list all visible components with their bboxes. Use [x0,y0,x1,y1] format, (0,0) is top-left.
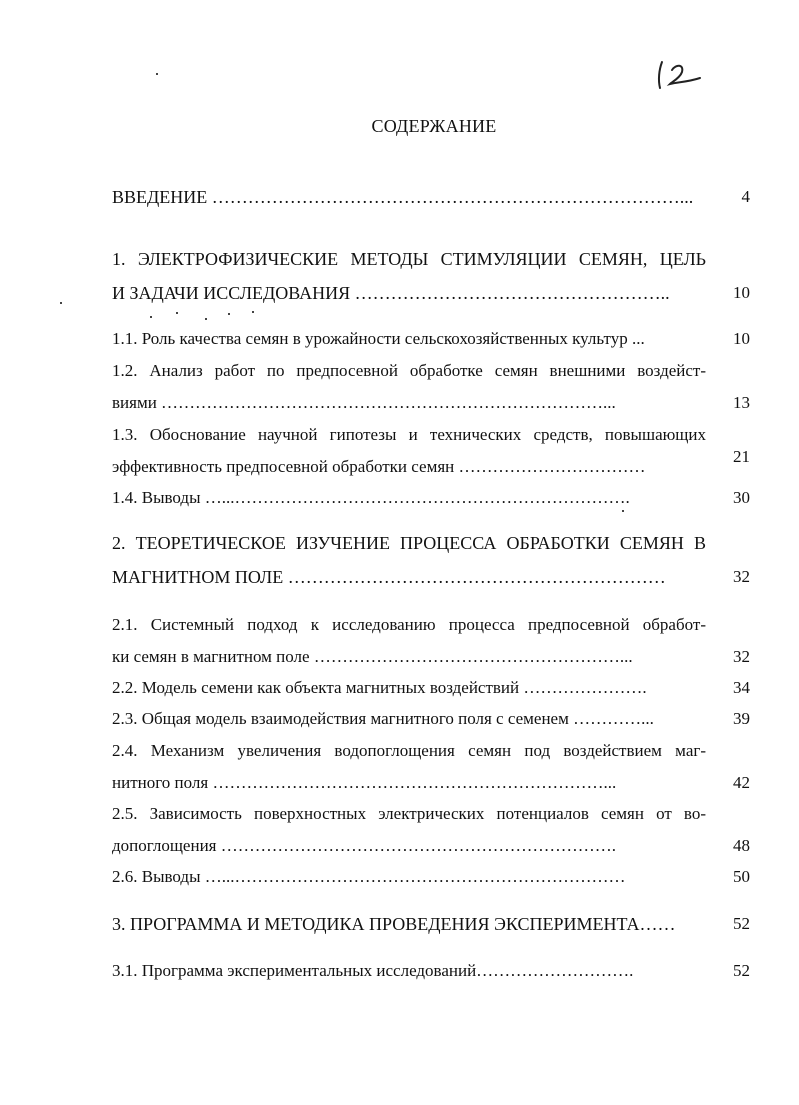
toc-line-section-1-1: 1.1. Роль качества семян в урожайности сельскохозяйственных культур ... [112,329,645,348]
scan-speck [60,302,62,304]
scan-speck [622,510,624,512]
scan-speck [156,73,158,75]
toc-line-chapter-2: 2. ТЕОРЕТИЧЕСКОЕ ИЗУЧЕНИЕ ПРОЦЕССА ОБРАБОТКИ СЕМЯН В [112,533,706,553]
toc-page-number: 4 [741,187,750,206]
toc-page-number: 50 [733,867,750,886]
toc-page-number: 32 [733,647,750,666]
page-title: СОДЕРЖАНИЕ [371,116,497,136]
toc-page-number: 34 [733,678,750,697]
toc-line-section-2-4: 2.4. Механизм увеличения водопоглощения семян под воздействием маг- [112,741,706,760]
toc-line-section-2-2: 2.2. Модель семени как объекта магнитных воздействий …………………. [112,678,647,697]
toc-line-chapter-3: 3. ПРОГРАММА И МЕТОДИКА ПРОВЕДЕНИЯ ЭКСПЕРИМЕНТА…… [112,914,676,934]
toc-line-chapter-2-cont: МАГНИТНОМ ПОЛЕ ……………………………………………………… [112,567,666,587]
toc-line-introduction: ВВЕДЕНИЕ ……………………………………………………………………... [112,187,694,207]
scan-speck [252,311,254,313]
toc-page-number: 52 [733,914,750,933]
toc-page-number: 48 [733,836,750,855]
toc-line-chapter-1: 1. ЭЛЕКТРОФИЗИЧЕСКИЕ МЕТОДЫ СТИМУЛЯЦИИ СЕМЯН, ЦЕЛЬ [112,249,706,269]
toc-line-section-1-2: 1.2. Анализ работ по предпосевной обработке семян внешними воздейст- [112,361,706,380]
toc-page-number: 42 [733,773,750,792]
toc-line-section-1-2-cont: виями ……………………………………………………………………... [112,393,616,412]
toc-line-section-1-3: 1.3. Обоснование научной гипотезы и технических средств, повышающих [112,425,706,444]
toc-line-section-2-4-cont: нитного поля ……………………………………………………………... [112,773,617,792]
toc-line-section-1-3-cont: эффективность предпосевной обработки семян …………………………… [112,457,646,476]
toc-page-number: 30 [733,488,750,507]
toc-line-section-2-6: 2.6. Выводы …...…………………………………………………………… [112,867,626,886]
toc-line-section-2-3: 2.3. Общая модель взаимодействия магнитного поля с семенем …………... [112,709,654,728]
toc-page-number: 21 [733,447,750,466]
toc-line-chapter-1-cont: И ЗАДАЧИ ИССЛЕДОВАНИЯ …………………………………………….. [112,283,670,303]
toc-line-section-2-1-cont: ки семян в магнитном поле ………………………………………………... [112,647,633,666]
toc-line-section-1-4: 1.4. Выводы …...……………………………………………………………. [112,488,630,507]
scan-speck [228,313,230,315]
toc-line-section-2-5: 2.5. Зависимость поверхностных электрических потенциалов семян от во- [112,804,706,823]
toc-page-number: 10 [733,283,750,302]
scan-speck [150,316,152,318]
toc-line-section-3-1: 3.1. Программа экспериментальных исследований………………………. [112,961,634,980]
toc-page-number: 13 [733,393,750,412]
toc-page-number: 52 [733,961,750,980]
toc-page-number: 32 [733,567,750,586]
scan-speck [205,318,207,320]
toc-page-number: 10 [733,329,750,348]
toc-page-number: 39 [733,709,750,728]
handwritten-page-number [650,52,710,96]
toc-line-section-2-1: 2.1. Системный подход к исследованию процесса предпосевной обработ- [112,615,706,634]
scan-speck [176,312,178,314]
toc-line-section-2-5-cont: допоглощения ……………………………………………………………. [112,836,616,855]
